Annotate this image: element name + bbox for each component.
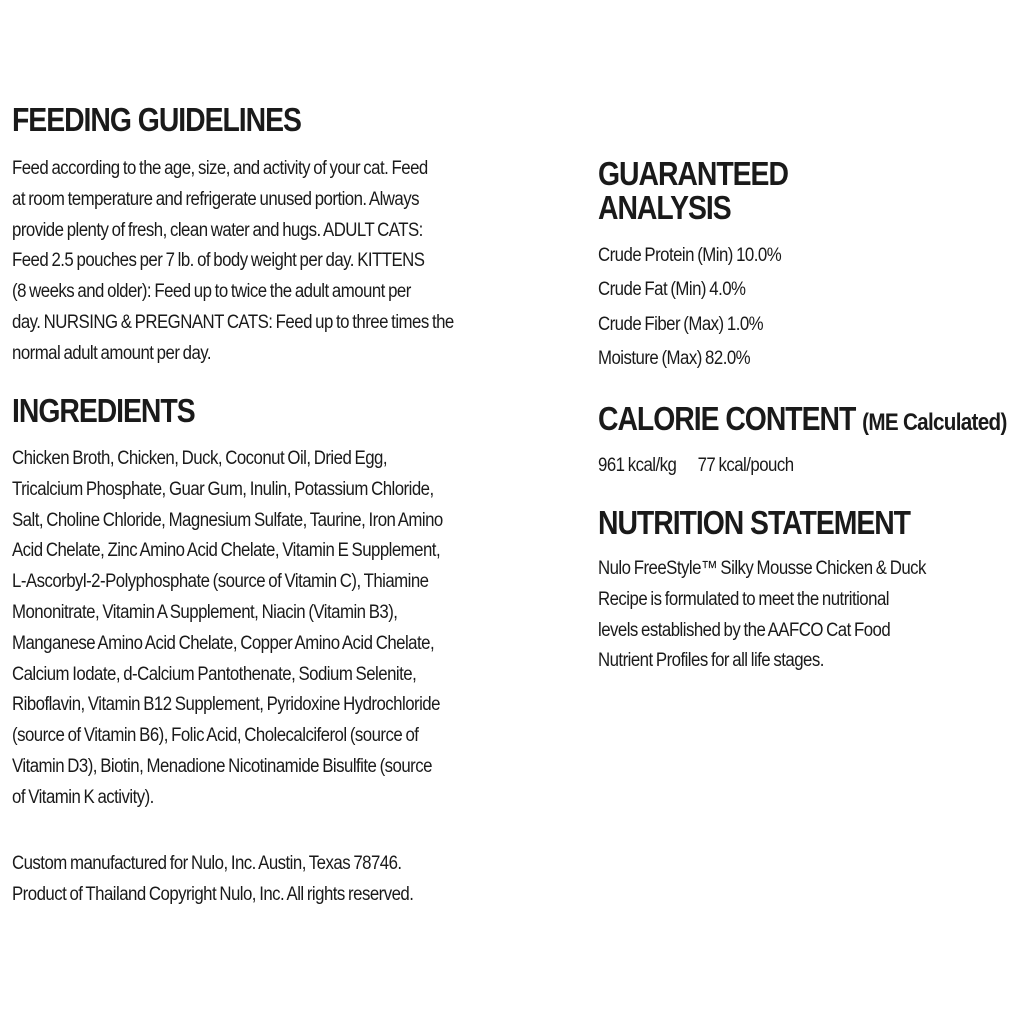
nutrition-line: Nulo FreeStyle™ Silky Mousse Chicken & Duck <box>598 558 926 579</box>
nutrition-line: Recipe is formulated to meet the nutritional <box>598 588 889 610</box>
ingredients-line: Chicken Broth, Chicken, Duck, Coconut Oil, Dried Egg, <box>12 448 388 469</box>
calorie-values <box>598 451 970 482</box>
ingredients-heading: INGREDIENTS <box>12 392 195 429</box>
analysis-item-moisture: Moisture (Max) 82.0% <box>598 347 751 369</box>
ingredients-list <box>12 444 565 814</box>
feeding-line: Feed 2.5 pouches per 7 lb. of body weight per day. KITTENS <box>12 250 425 272</box>
calorie-per-kg: 961 kcal/kg <box>598 455 677 476</box>
analysis-heading-line: ANALYSIS <box>598 189 731 226</box>
guaranteed-analysis-list <box>598 239 970 376</box>
ingredients-line: Tricalcium Phosphate, Guar Gum, Inulin, Potassium Chloride, <box>12 478 434 500</box>
guaranteed-analysis-heading <box>598 157 788 225</box>
analysis-item-fat: Crude Fat (Min) 4.0% <box>598 279 746 301</box>
feeding-line: (8 weeks and older): Feed up to twice the adult amount per <box>12 281 411 303</box>
analysis-item-fiber: Crude Fiber (Max) 1.0% <box>598 313 764 335</box>
ingredients-line: (source of Vitamin B6), Folic Acid, Cholecalciferol (source of <box>12 725 419 747</box>
nutrition-statement-heading: NUTRITION STATEMENT <box>598 504 910 541</box>
ingredients-line: Acid Chelate, Zinc Amino Acid Chelate, Vitamin E Supplement, <box>12 540 441 562</box>
nutrition-line: levels established by the AAFCO Cat Food <box>598 619 891 641</box>
feeding-guidelines-text <box>12 154 565 370</box>
ingredients-line: Mononitrate, Vitamin A Supplement, Niacin (Vitamin B3), <box>12 601 398 623</box>
ingredients-line: Riboflavin, Vitamin B12 Supplement, Pyridoxine Hydrochloride <box>12 694 440 716</box>
calorie-heading-sub: (ME Calculated) <box>862 409 1007 436</box>
ingredients-line: Calcium Iodate, d-Calcium Pantothenate, Sodium Selenite, <box>12 663 417 685</box>
ingredients-line: Salt, Choline Chloride, Magnesium Sulfate, Taurine, Iron Amino <box>12 509 443 531</box>
ingredients-line: of Vitamin K activity). <box>12 786 154 808</box>
feeding-guidelines-heading: FEEDING GUIDELINES <box>12 101 301 138</box>
ingredients-line: L-Ascorbyl-2-Polyphosphate (source of Vitamin C), Thiamine <box>12 571 429 593</box>
feeding-line: provide plenty of fresh, clean water and hugs. ADULT CATS: <box>12 219 423 241</box>
feeding-line: at room temperature and refrigerate unused portion. Always <box>12 188 419 210</box>
analysis-heading-line: GUARANTEED <box>598 155 788 192</box>
nutrition-line: Nutrient Profiles for all life stages. <box>598 650 824 672</box>
manufacturer-statement <box>12 849 565 911</box>
feeding-line: Feed according to the age, size, and activity of your cat. Feed <box>12 158 428 179</box>
analysis-item-protein: Crude Protein (Min) 10.0% <box>598 245 782 266</box>
calorie-heading-main: CALORIE CONTENT <box>598 400 856 437</box>
feeding-line: day. NURSING & PREGNANT CATS: Feed up to three times the <box>12 311 454 333</box>
calorie-content-heading <box>598 402 1007 440</box>
calorie-per-pouch: 77 kcal/pouch <box>697 455 794 476</box>
manufacturer-line: Product of Thailand Copyright Nulo, Inc. All rights reserved. <box>12 883 414 905</box>
ingredients-line: Manganese Amino Acid Chelate, Copper Amino Acid Chelate, <box>12 632 435 654</box>
feeding-line: normal adult amount per day. <box>12 342 212 364</box>
nutrition-statement-text <box>598 554 1014 677</box>
manufacturer-line: Custom manufactured for Nulo, Inc. Austin, Texas 78746. <box>12 853 402 874</box>
ingredients-line: Vitamin D3), Biotin, Menadione Nicotinamide Bisulfite (source <box>12 755 432 777</box>
